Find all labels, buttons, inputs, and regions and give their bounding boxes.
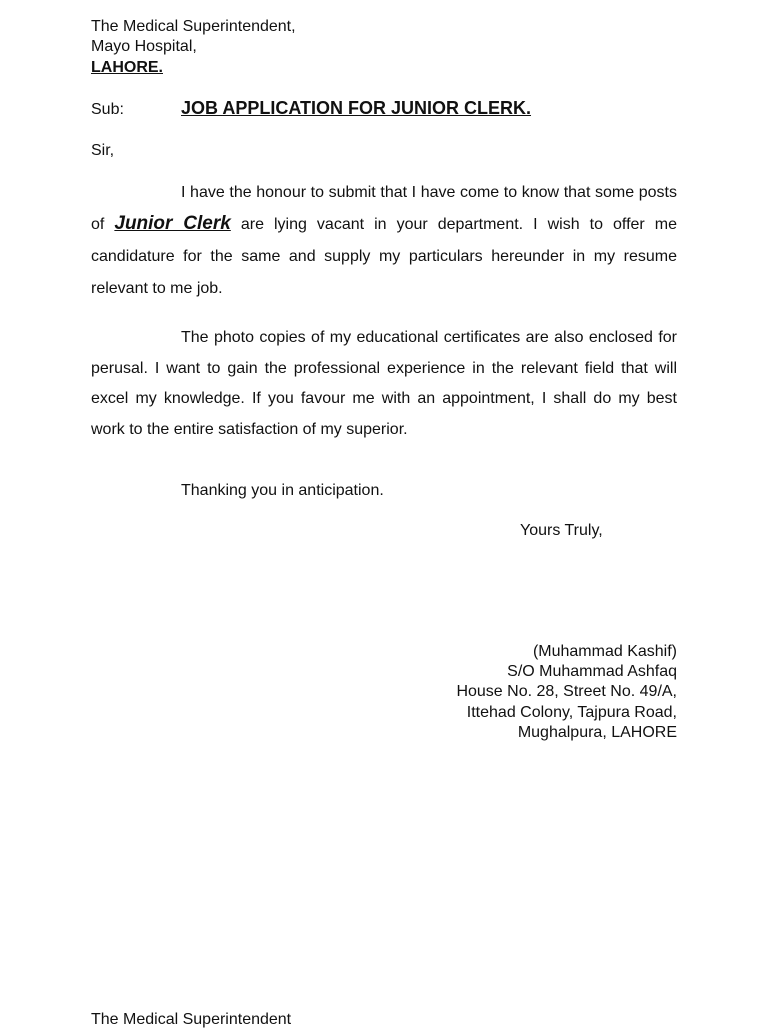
sender-address-line-3: Mughalpura, LAHORE bbox=[517, 723, 677, 741]
paragraph-2 bbox=[91, 323, 677, 445]
sender-block bbox=[456, 642, 677, 743]
paragraph-1-before: I have the honour to submit that I have come to know that some posts of bbox=[91, 184, 677, 233]
next-page-recipient-title: The Medical Superintendent bbox=[91, 1011, 292, 1028]
job-title-emphasis: Junior Clerk bbox=[114, 213, 231, 234]
subject-label: Sub: bbox=[91, 101, 124, 118]
recipient-city: LAHORE. bbox=[91, 59, 163, 76]
paragraph-2-text: The photo copies of my educational certificates are also enclosed for perusal. I want to gain the professional experience in the relevant field that will excel my knowledge. If you favour me with an appointment, I shall do my best work to the entire satisfaction of my superior. bbox=[91, 329, 677, 438]
recipient-organization: Mayo Hospital, bbox=[91, 38, 197, 55]
closing: Yours Truly, bbox=[520, 522, 603, 539]
recipient-title: The Medical Superintendent, bbox=[91, 18, 296, 35]
thanks-line: Thanking you in anticipation. bbox=[181, 482, 384, 499]
sender-relation: S/O Muhammad Ashfaq bbox=[507, 663, 677, 681]
paragraph-1 bbox=[91, 177, 677, 305]
salutation: Sir, bbox=[91, 142, 115, 159]
sender-address-line-1: House No. 28, Street No. 49/A, bbox=[456, 683, 677, 701]
sender-name: (Muhammad Kashif) bbox=[532, 643, 677, 660]
paragraph-1-after: are lying vacant in your department. I wish to offer me candidature for the same and supply my particulars hereunder in my resume relevant to me job. bbox=[91, 216, 677, 297]
subject-text: JOB APPLICATION FOR JUNIOR CLERK. bbox=[181, 98, 532, 118]
sender-address-line-2: Ittehad Colony, Tajpura Road, bbox=[466, 703, 677, 721]
